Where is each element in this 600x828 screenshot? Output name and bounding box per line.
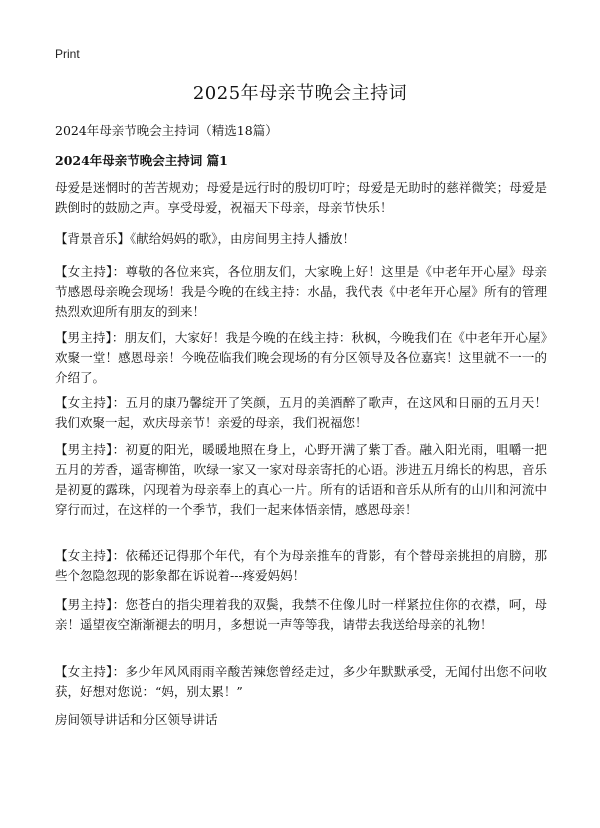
paragraph-female-host-2: 【女主持】：五月的康乃馨绽开了笑颜，五月的美酒醉了歌声，在这风和日丽的五月天！我们欢聚一起，欢庆母亲节！亲爱的母亲，我们祝福您！: [55, 395, 547, 430]
paragraph-background-music: 【背景音乐】《献给妈妈的歌》，由房间男主持人播放！: [55, 231, 356, 246]
page-title: 2025年母亲节晚会主持词: [192, 83, 408, 104]
paragraph-male-host-1: 【男主持】：朋友们，大家好！我是今晚的在线主持：秋枫，今晚我们在《中老年开心屋》欢聚一堂！感恩母亲！今晚莅临我们晚会现场的有分区领导及各位嘉宾！这里就不一一的介绍了。: [55, 330, 547, 385]
paragraph-opening: 母爱是迷惘时的苦苦规劝；母爱是远行时的殷切叮咛；母爱是无助时的慈祥微笑；母爱是跌倒时的鼓励之声。享受母爱，祝福天下母亲，母亲节快乐！: [55, 180, 547, 215]
print-link[interactable]: Print: [55, 47, 80, 61]
paragraph-male-host-2: 【男主持】：初夏的阳光，暖暖地照在身上，心野开满了紫丁香。融入阳光雨，咀嚼一把五月的芳香，遥寄柳笛，吹绿一家又一家对母亲寄托的心语。涉进五月绵长的构思，音乐是初夏的露珠，闪现着为母亲奉上的真心一片。所有的话语和音乐从所有的山川和河流中穿行而过，在这样的一个季节，我们一起来体悟亲情，感恩母亲！: [55, 442, 547, 517]
document-subtitle: 2024年母亲节晚会主持词（精选18篇）: [55, 123, 278, 138]
paragraph-female-host-3: 【女主持】：依稀还记得那个年代，有个为母亲推车的背影，有个替母亲挑担的肩膀，那些个忽隐忽现的影象都在诉说着---疼爱妈妈！: [55, 548, 547, 583]
paragraph-female-host-1: 【女主持】：尊敬的各位来宾，各位朋友们，大家晚上好！这里是《中老年开心屋》母亲节感恩母亲晚会现场！我是今晚的在线主持：水晶，我代表《中老年开心屋》所有的管理热烈欢迎所有朋友的到来！: [55, 264, 547, 319]
paragraph-female-host-4: 【女主持】：多少年风风雨雨辛酸苦辣您曾经走过，多少年默默承受，无闻付出您不问收获，好想对您说：“妈，别太累！”: [55, 664, 547, 699]
section-heading: 2024年母亲节晚会主持词 篇1: [55, 153, 228, 168]
paragraph-leader-speeches: 房间领导讲话和分区领导讲话: [55, 712, 218, 727]
paragraph-male-host-3: 【男主持】：您苍白的指尖理着我的双鬓，我禁不住像儿时一样紧拉住你的衣襟，呵，母亲！遥望夜空渐渐褪去的明月，多想说一声等等我，请带去我送给母亲的礼物！: [55, 597, 547, 632]
